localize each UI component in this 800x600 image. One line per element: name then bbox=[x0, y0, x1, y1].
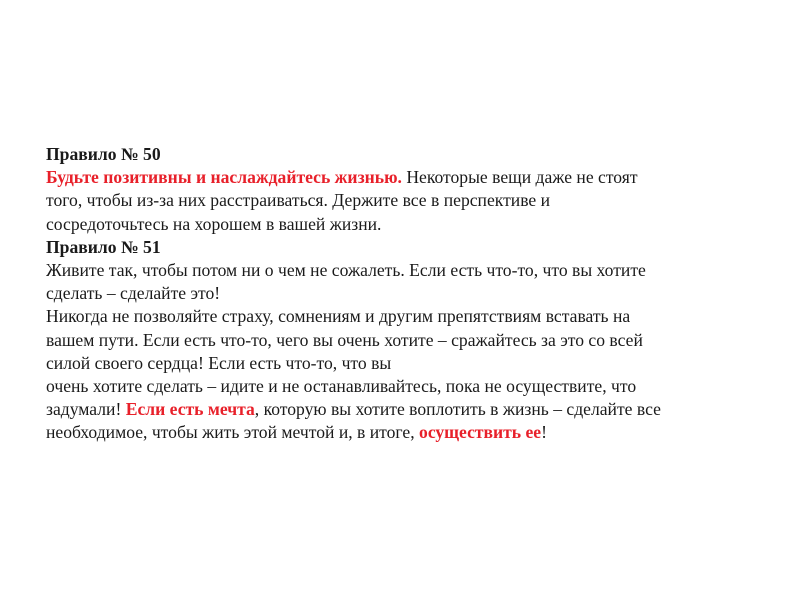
rule-51-line-8-end: ! bbox=[541, 422, 547, 443]
rule-50-line-1 bbox=[46, 166, 756, 189]
rule-51-line-8-start: необходимое, чтобы жить этой мечтой и, в итоге, bbox=[46, 422, 420, 443]
rule-51-line-7-start: задумали! bbox=[46, 399, 126, 420]
rule-50-line-1-rest: Некоторые вещи даже не стоят bbox=[401, 167, 638, 188]
rule-51-line-1: Живите так, чтобы потом ни о чем не сожалеть. Если есть что-то, что вы хотите bbox=[46, 260, 646, 281]
rule-51-line-6: очень хотите сделать – идите и не останавливайтесь, пока не осуществите, что bbox=[46, 376, 637, 397]
rule-51-line-7 bbox=[46, 398, 756, 421]
rule-51-line-4: вашем пути. Если есть что-то, чего вы очень хотите – сражайтесь за это со всей bbox=[46, 329, 643, 350]
realize-highlight: осуществить ее bbox=[419, 422, 542, 443]
rule-51-line-5: силой своего сердца! Если есть что-то, что вы bbox=[46, 352, 392, 373]
rule-50-heading: Правило № 50 bbox=[46, 144, 161, 164]
rule-50-highlight: Будьте позитивны и наслаждайтесь жизнью. bbox=[46, 167, 402, 188]
rule-51-heading: Правило № 51 bbox=[46, 236, 161, 257]
rule-51-line-2: сделать – сделайте это! bbox=[46, 283, 221, 304]
rule-51-line-8 bbox=[46, 421, 756, 444]
slide-text-block bbox=[46, 143, 756, 445]
rule-51-line-3: Никогда не позволяйте страху, сомнениям и другим препятствиям вставать на bbox=[46, 306, 631, 327]
rule-50-line-3: сосредоточьтесь на хорошем в вашей жизни. bbox=[46, 213, 382, 234]
rule-50-line-2: того, чтобы из-за них расстраиваться. Держите все в перспективе и bbox=[46, 190, 551, 211]
rule-51-line-7-end: , которую вы хотите воплотить в жизнь – сделайте все bbox=[254, 399, 661, 420]
dream-highlight: Если есть мечта bbox=[125, 399, 255, 420]
